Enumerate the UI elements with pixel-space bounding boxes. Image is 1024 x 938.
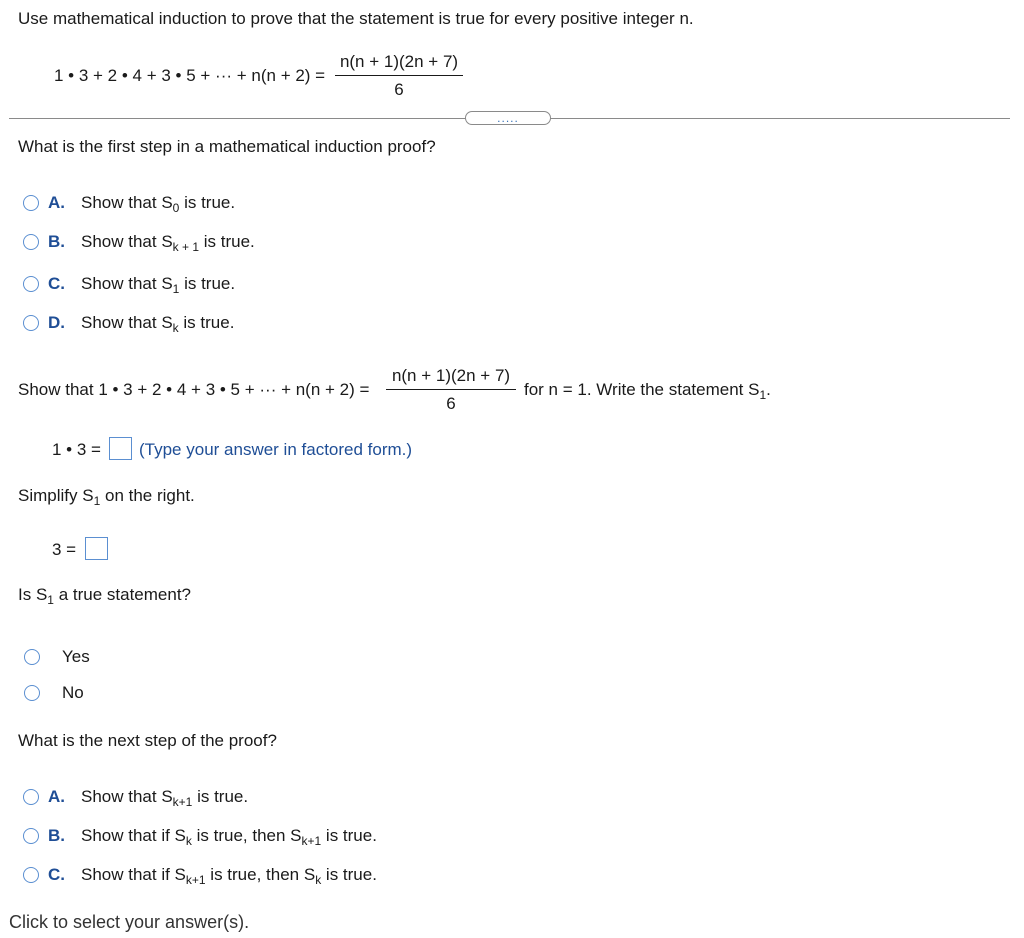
option-letter: B.	[48, 232, 65, 251]
fraction-numerator: n(n + 1)(2n + 7)	[339, 52, 459, 71]
option-text: Show that $S_{k+1}$ is true.	[81, 787, 249, 809]
simplify-text: Simplify $S_1$ on the right.	[18, 486, 195, 508]
input1-label: 1 • 3 =	[52, 440, 101, 459]
show-statement-suffix: for n = 1. Write the statement $S_1$.	[524, 380, 771, 402]
radio-button[interactable]	[23, 828, 39, 844]
option-label: Yes	[62, 647, 90, 666]
show-statement-fraction	[386, 366, 516, 414]
show-statement-text: Show that 1 • 3 + 2 • 4 + 3 • 5 + ··· + n(n + 2) =	[18, 380, 370, 399]
simplified-answer-input[interactable]	[85, 537, 108, 560]
show-more-button[interactable]: .....	[465, 111, 551, 125]
radio-button[interactable]	[24, 649, 40, 665]
option-text: Show that $S_1$ is true.	[81, 274, 236, 296]
fraction-numerator: n(n + 1)(2n + 7)	[391, 366, 511, 385]
option-label: No	[62, 683, 84, 702]
fraction-denominator: 6	[446, 394, 456, 413]
option-text: Show that $S_k$ is true.	[81, 313, 235, 335]
statement-lhs: 1 • 3 + 2 • 4 + 3 • 5 + ··· + n(n + 2) =	[54, 66, 326, 85]
true-statement-question: Is $S_1$ a true statement?	[18, 585, 192, 607]
footer-instruction: Click to select your answer(s).	[9, 912, 250, 932]
radio-button[interactable]	[23, 234, 39, 250]
radio-button[interactable]	[24, 685, 40, 701]
option-text: Show that if $S_k$ is true, then $S_{k+1}$ is true.	[81, 826, 377, 848]
radio-button[interactable]	[23, 789, 39, 805]
fraction-bar	[335, 75, 463, 76]
factored-form-hint: (Type your answer in factored form.)	[139, 440, 413, 459]
fraction-bar	[386, 389, 516, 390]
option-letter: D.	[48, 313, 65, 332]
option-letter: A.	[48, 193, 65, 212]
problem-prompt: Use mathematical induction to prove that the statement is true for every positive integer n.	[18, 9, 694, 28]
option-letter: C.	[48, 865, 65, 884]
factored-answer-input[interactable]	[109, 437, 132, 460]
fraction-denominator: 6	[394, 80, 404, 99]
radio-button[interactable]	[23, 315, 39, 331]
option-text: Show that if $S_{k+1}$ is true, then $S_k$ is true.	[81, 865, 377, 887]
input2-label: 3 =	[52, 540, 77, 559]
question-first-step: What is the first step in a mathematical induction proof?	[18, 137, 436, 156]
radio-button[interactable]	[23, 195, 39, 211]
option-text: Show that $S_0$ is true.	[81, 193, 236, 215]
option-letter: A.	[48, 787, 65, 806]
radio-button[interactable]	[23, 276, 39, 292]
option-text: Show that $S_{k + 1}$ is true.	[81, 232, 255, 254]
option-letter: B.	[48, 826, 65, 845]
question-next-step: What is the next step of the proof?	[18, 731, 277, 750]
statement-fraction	[335, 52, 463, 100]
radio-button[interactable]	[23, 867, 39, 883]
option-letter: C.	[48, 274, 65, 293]
